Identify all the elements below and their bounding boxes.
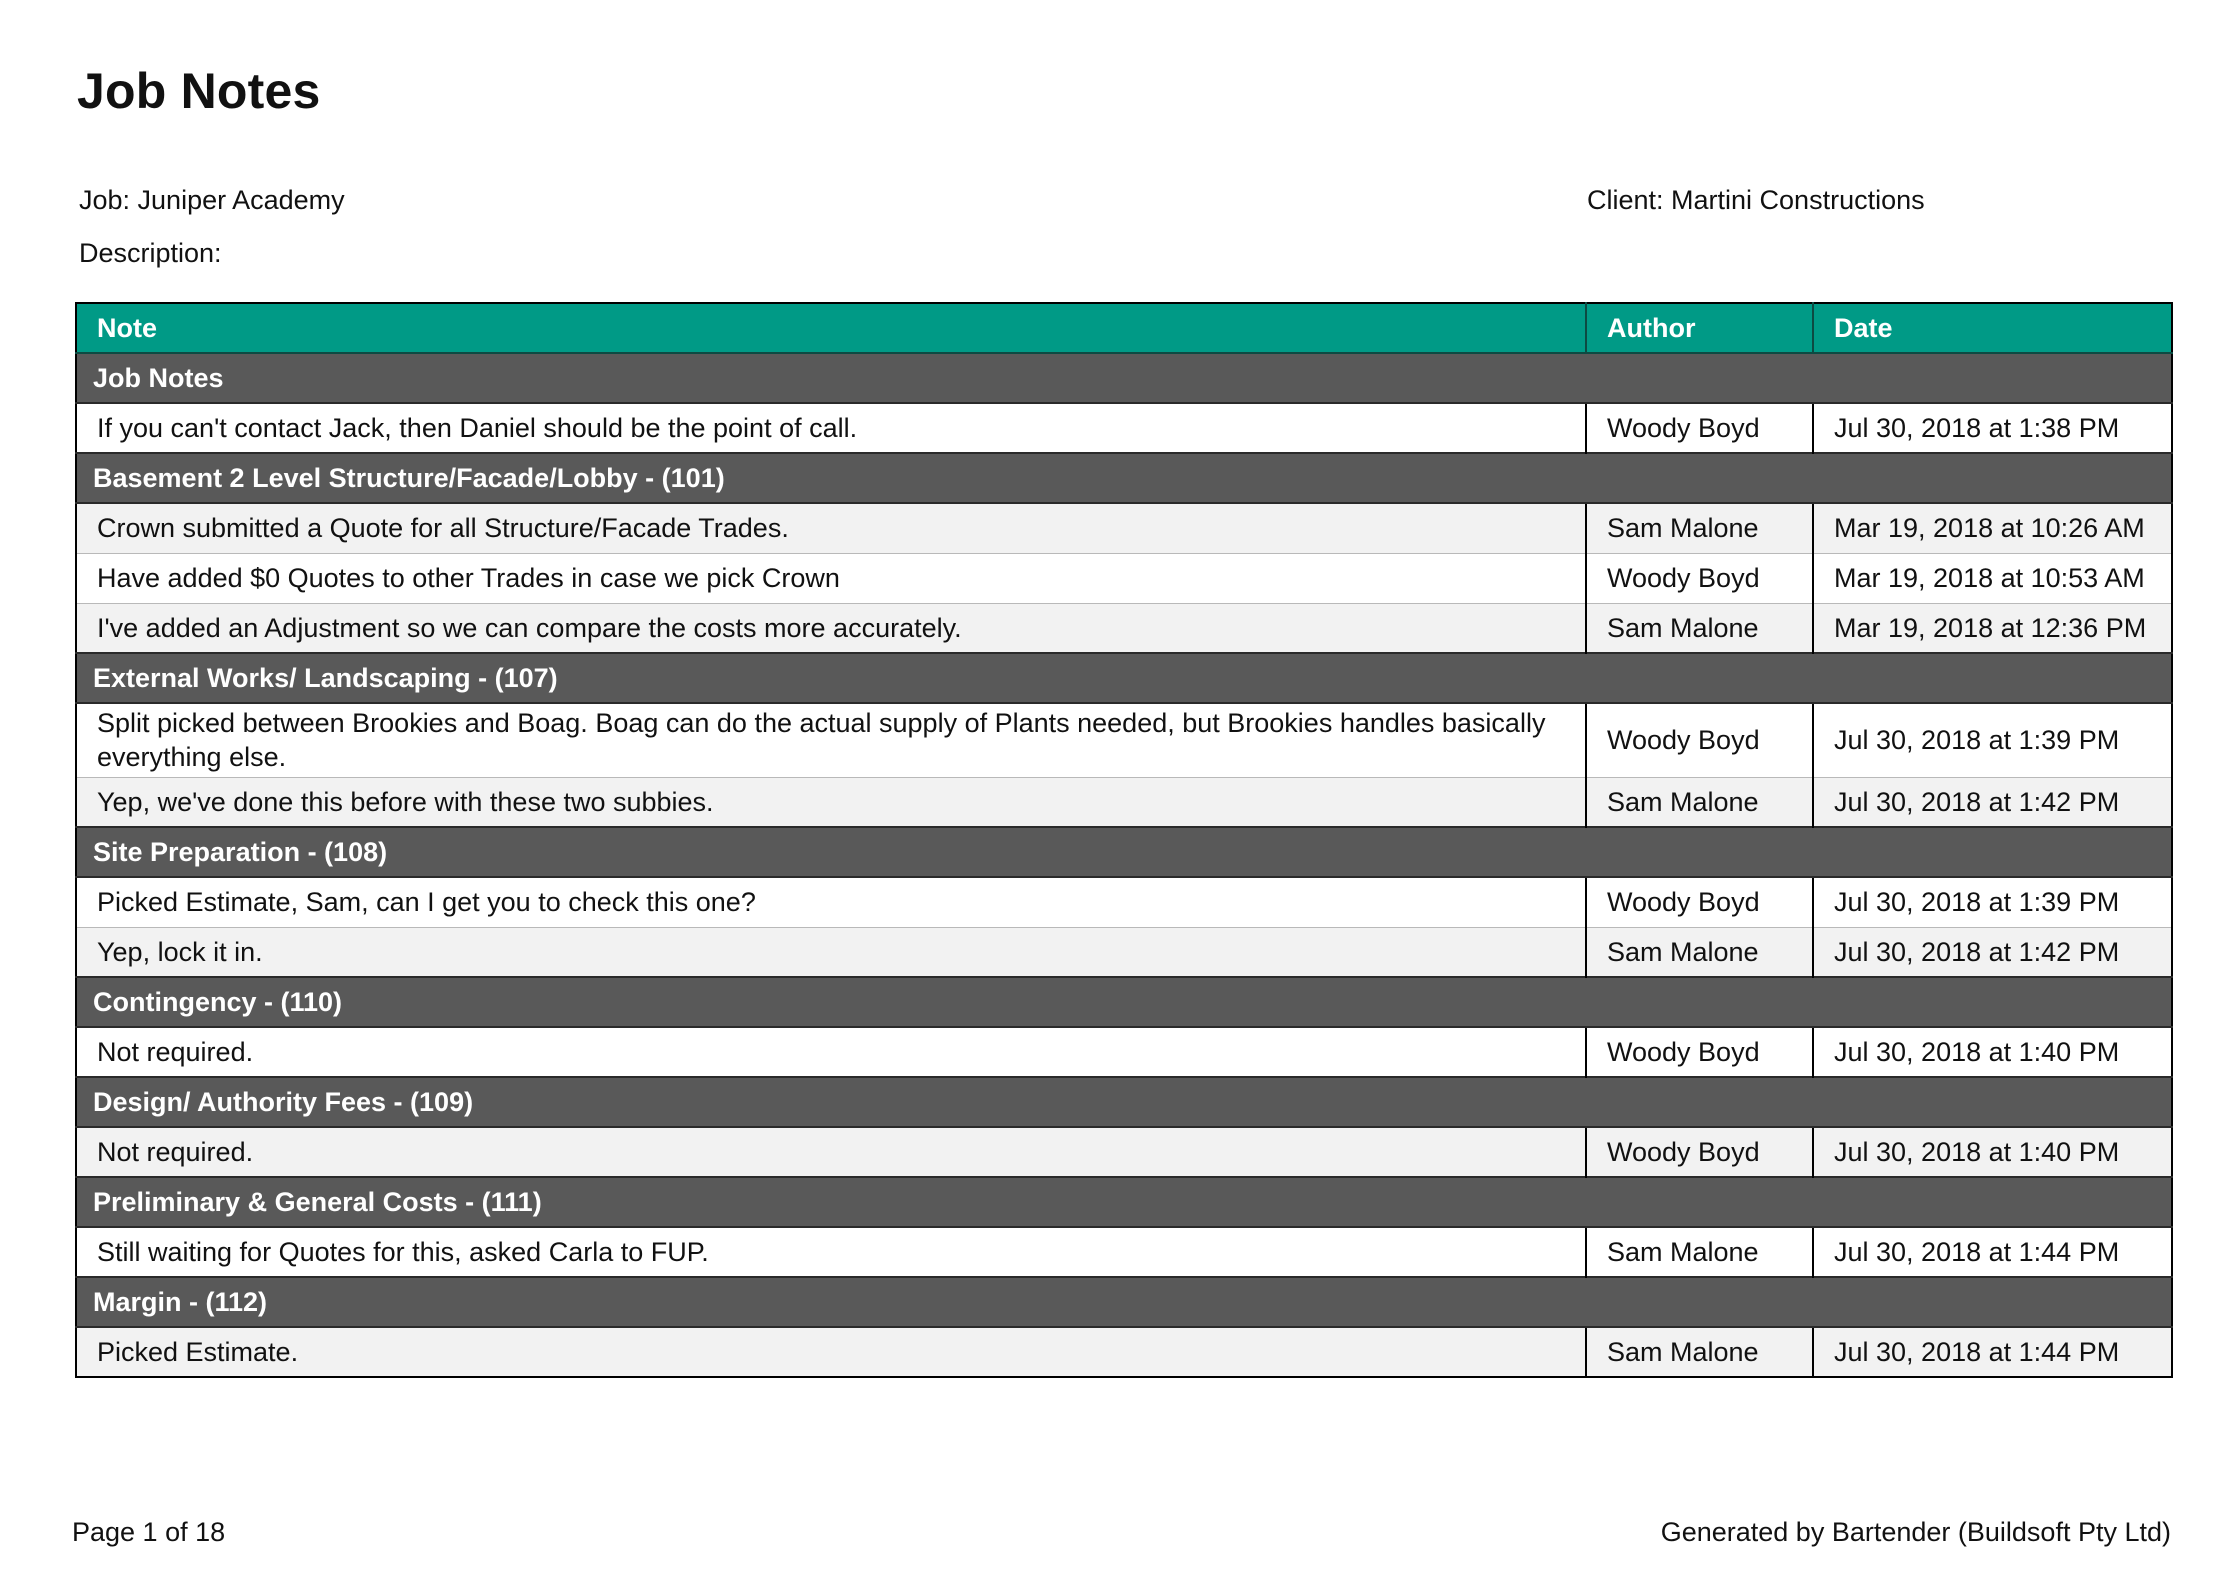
generated-by-note: Generated by Bartender (Buildsoft Pty Ltd) [1660, 1517, 2171, 1547]
note-cell: Yep, lock it in. [76, 927, 1586, 977]
author-cell: Sam Malone [1586, 503, 1813, 553]
note-column-header: Note [76, 303, 1586, 353]
section-header-row [76, 453, 2172, 503]
section-title: Site Preparation - (108) [76, 827, 2172, 877]
author-cell: Sam Malone [1586, 777, 1813, 827]
date-cell: Jul 30, 2018 at 1:42 PM [1813, 777, 2172, 827]
note-cell: If you can't contact Jack, then Daniel should be the point of call. [76, 403, 1586, 453]
section-title: External Works/ Landscaping - (107) [76, 653, 2172, 703]
date-cell: Jul 30, 2018 at 1:38 PM [1813, 403, 2172, 453]
author-cell: Sam Malone [1586, 927, 1813, 977]
note-cell: I've added an Adjustment so we can compare the costs more accurately. [76, 603, 1586, 653]
table-row [76, 553, 2172, 603]
section-header-row [76, 653, 2172, 703]
table-row [76, 1327, 2172, 1377]
author-cell: Woody Boyd [1586, 877, 1813, 927]
section-header-row [76, 1077, 2172, 1127]
section-header-row [76, 977, 2172, 1027]
table-row [76, 703, 2172, 777]
note-cell: Yep, we've done this before with these two subbies. [76, 777, 1586, 827]
date-cell: Jul 30, 2018 at 1:42 PM [1813, 927, 2172, 977]
description-label: Description: [79, 238, 222, 268]
page-title: Job Notes [77, 63, 321, 119]
author-cell: Sam Malone [1586, 1227, 1813, 1277]
job-notes-table [75, 302, 2173, 1378]
page-number: Page 1 of 18 [72, 1517, 226, 1547]
section-title: Margin - (112) [76, 1277, 2172, 1327]
table-row [76, 1027, 2172, 1077]
note-cell: Not required. [76, 1127, 1586, 1177]
section-header-row [76, 1277, 2172, 1327]
date-column-header: Date [1813, 303, 2172, 353]
table-row [76, 503, 2172, 553]
author-cell: Woody Boyd [1586, 703, 1813, 777]
date-cell: Jul 30, 2018 at 1:40 PM [1813, 1127, 2172, 1177]
note-cell: Have added $0 Quotes to other Trades in case we pick Crown [76, 553, 1586, 603]
section-header-row [76, 353, 2172, 403]
author-cell: Woody Boyd [1586, 403, 1813, 453]
section-title: Basement 2 Level Structure/Facade/Lobby - (101) [76, 453, 2172, 503]
note-cell: Picked Estimate. [76, 1327, 1586, 1377]
client-name: Client: Martini Constructions [1587, 185, 1925, 215]
section-title: Design/ Authority Fees - (109) [76, 1077, 2172, 1127]
date-cell: Jul 30, 2018 at 1:39 PM [1813, 703, 2172, 777]
date-cell: Jul 30, 2018 at 1:44 PM [1813, 1327, 2172, 1377]
author-cell: Woody Boyd [1586, 1127, 1813, 1177]
section-header-row [76, 1177, 2172, 1227]
table-row [76, 1127, 2172, 1177]
section-title: Contingency - (110) [76, 977, 2172, 1027]
table-header-row [76, 303, 2172, 353]
note-cell: Still waiting for Quotes for this, asked Carla to FUP. [76, 1227, 1586, 1277]
author-cell: Sam Malone [1586, 603, 1813, 653]
table-row [76, 877, 2172, 927]
author-column-header: Author [1586, 303, 1813, 353]
job-name: Job: Juniper Academy [79, 185, 345, 215]
date-cell: Mar 19, 2018 at 12:36 PM [1813, 603, 2172, 653]
table-row [76, 1227, 2172, 1277]
date-cell: Jul 30, 2018 at 1:40 PM [1813, 1027, 2172, 1077]
author-cell: Woody Boyd [1586, 553, 1813, 603]
note-cell: Not required. [76, 1027, 1586, 1077]
table-row [76, 403, 2172, 453]
section-title: Job Notes [76, 353, 2172, 403]
author-cell: Sam Malone [1586, 1327, 1813, 1377]
note-cell: Split picked between Brookies and Boag. Boag can do the actual supply of Plants needed, but Brookies handles basically everything else. [76, 703, 1586, 777]
date-cell: Mar 19, 2018 at 10:53 AM [1813, 553, 2172, 603]
date-cell: Jul 30, 2018 at 1:39 PM [1813, 877, 2172, 927]
table-row [76, 927, 2172, 977]
note-cell: Picked Estimate, Sam, can I get you to check this one? [76, 877, 1586, 927]
date-cell: Mar 19, 2018 at 10:26 AM [1813, 503, 2172, 553]
author-cell: Woody Boyd [1586, 1027, 1813, 1077]
date-cell: Jul 30, 2018 at 1:44 PM [1813, 1227, 2172, 1277]
section-title: Preliminary & General Costs - (111) [76, 1177, 2172, 1227]
note-cell: Crown submitted a Quote for all Structure/Facade Trades. [76, 503, 1586, 553]
table-row [76, 603, 2172, 653]
section-header-row [76, 827, 2172, 877]
table-row [76, 777, 2172, 827]
